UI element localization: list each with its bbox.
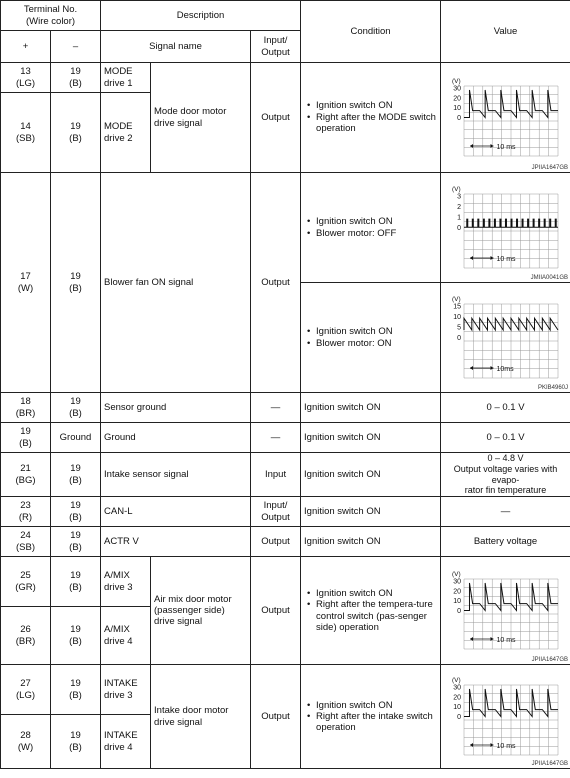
signal-name: A/MIX drive 3 bbox=[101, 557, 151, 607]
condition-item: • Ignition switch ON bbox=[316, 700, 437, 711]
time-scale-arrow bbox=[470, 256, 473, 260]
waveform-cell bbox=[441, 63, 570, 173]
terminal-minus: 19 (B) bbox=[51, 527, 101, 557]
figure-code: PKIB4960J bbox=[538, 384, 569, 391]
condition-cell bbox=[301, 173, 441, 283]
waveform-cell bbox=[441, 557, 570, 665]
terminal-plus: 25 (GR) bbox=[1, 557, 51, 607]
io-value: Output bbox=[251, 527, 301, 557]
header-terminal: Terminal No. (Wire color) bbox=[1, 1, 101, 31]
tick-label: 0 bbox=[457, 114, 462, 122]
tick-label: 10 bbox=[453, 313, 462, 321]
header-description: Description bbox=[101, 1, 301, 31]
condition-item: • Right after the MODE switch operation bbox=[316, 112, 437, 135]
signal-description: Mode door motor drive signal bbox=[151, 63, 251, 173]
time-scale-label: 10ms bbox=[496, 365, 514, 373]
time-scale-label: 10 ms bbox=[496, 143, 516, 151]
waveform-blower-on bbox=[444, 290, 564, 386]
axis-unit-label: (V) bbox=[452, 77, 461, 85]
figure-code: JPIIA1647GB bbox=[531, 164, 569, 171]
condition-item: • Ignition switch ON bbox=[316, 588, 437, 599]
terminal-minus: 19 (B) bbox=[51, 453, 101, 497]
value-text: 0 – 4.8 V Output voltage varies with evapo- rator fin temperature bbox=[441, 453, 570, 497]
terminal-minus: 19 (B) bbox=[51, 93, 101, 173]
tick-label: 1 bbox=[457, 213, 462, 221]
signal-name: INTAKE drive 3 bbox=[101, 665, 151, 715]
condition-item: • Right after the tempera-ture control switch (pas-senger side) operation bbox=[316, 599, 437, 633]
terminal-minus: 19 (B) bbox=[51, 607, 101, 665]
condition-cell bbox=[301, 557, 441, 665]
tick-label: 20 bbox=[453, 588, 462, 596]
io-value: Output bbox=[251, 63, 301, 173]
terminal-plus: 24 (SB) bbox=[1, 527, 51, 557]
header-io: Input/ Output bbox=[251, 31, 301, 63]
io-value: Output bbox=[251, 557, 301, 665]
value-text: — bbox=[441, 497, 570, 527]
tick-label: 10 bbox=[453, 597, 462, 605]
signal-name: ACTR V bbox=[101, 527, 251, 557]
figure-code: JPIIA1647GB bbox=[531, 657, 569, 663]
value-text: Battery voltage bbox=[441, 527, 570, 557]
tick-label: 10 bbox=[453, 703, 462, 711]
signal-name: A/MIX drive 4 bbox=[101, 607, 151, 665]
tick-label: 2 bbox=[457, 203, 462, 211]
condition-item: • Ignition switch ON bbox=[316, 100, 437, 111]
tick-label: 0 bbox=[457, 713, 462, 721]
tick-label: 5 bbox=[457, 323, 462, 331]
tick-label: 10 bbox=[453, 104, 462, 112]
signal-name: Sensor ground bbox=[101, 393, 251, 423]
condition-item: • Ignition switch ON bbox=[316, 326, 437, 337]
tick-label: 20 bbox=[453, 94, 462, 102]
waveform-mode bbox=[444, 72, 564, 164]
condition-item: • Ignition switch ON bbox=[316, 216, 437, 227]
axis-unit-label: (V) bbox=[452, 570, 461, 578]
signal-name: Blower fan ON signal bbox=[101, 173, 251, 393]
signal-trace bbox=[464, 219, 558, 227]
terminal-plus: 27 (LG) bbox=[1, 665, 51, 715]
condition-text: Ignition switch ON bbox=[301, 393, 441, 423]
terminal-plus: 18 (BR) bbox=[1, 393, 51, 423]
value-text: 0 – 0.1 V bbox=[441, 393, 570, 423]
time-scale-label: 10 ms bbox=[496, 636, 516, 644]
terminal-minus: Ground bbox=[51, 423, 101, 453]
header-condition: Condition bbox=[301, 1, 441, 63]
tick-label: 0 bbox=[457, 224, 462, 232]
figure-code: JMIIA0041GB bbox=[530, 274, 569, 281]
signal-trace bbox=[464, 318, 558, 330]
terminal-minus: 19 (B) bbox=[51, 173, 101, 393]
condition-cell bbox=[301, 665, 441, 769]
header-plus: + bbox=[1, 31, 51, 63]
tick-label: 30 bbox=[453, 578, 462, 586]
waveform-intake bbox=[444, 671, 564, 763]
tick-label: 15 bbox=[453, 303, 462, 310]
signal-name: CAN-L bbox=[101, 497, 251, 527]
condition-cell bbox=[301, 63, 441, 173]
waveform-cell bbox=[441, 665, 570, 769]
condition-text: Ignition switch ON bbox=[301, 527, 441, 557]
condition-text: Ignition switch ON bbox=[301, 453, 441, 497]
condition-item: • Blower motor: ON bbox=[316, 338, 437, 349]
header-minus: – bbox=[51, 31, 101, 63]
io-value: Output bbox=[251, 665, 301, 769]
value-text: 0 – 0.1 V bbox=[441, 423, 570, 453]
condition-item: • Blower motor: OFF bbox=[316, 228, 437, 239]
terminal-plus: 26 (BR) bbox=[1, 607, 51, 665]
terminal-plus: 21 (BG) bbox=[1, 453, 51, 497]
time-scale-arrow bbox=[470, 366, 473, 370]
tick-label: 0 bbox=[457, 334, 462, 342]
io-value: Input/ Output bbox=[251, 497, 301, 527]
time-scale-label: 10 ms bbox=[496, 742, 516, 750]
terminal-plus: 13 (LG) bbox=[1, 63, 51, 93]
terminal-minus: 19 (B) bbox=[51, 665, 101, 715]
header-signal-name: Signal name bbox=[101, 31, 251, 63]
condition-text: Ignition switch ON bbox=[301, 423, 441, 453]
io-value: — bbox=[251, 393, 301, 423]
terminal-minus: 19 (B) bbox=[51, 497, 101, 527]
waveform-cell bbox=[441, 173, 570, 283]
figure-code: JPIIA1647GB bbox=[531, 761, 569, 767]
terminal-minus: 19 (B) bbox=[51, 393, 101, 423]
time-scale-label: 10 ms bbox=[496, 255, 516, 263]
terminal-plus: 19 (B) bbox=[1, 423, 51, 453]
terminal-minus: 19 (B) bbox=[51, 63, 101, 93]
signal-name: INTAKE drive 4 bbox=[101, 715, 151, 769]
header-value: Value bbox=[441, 1, 570, 63]
io-value: Output bbox=[251, 173, 301, 393]
waveform-cell bbox=[441, 283, 570, 393]
tick-label: 30 bbox=[453, 684, 462, 692]
axis-unit-label: (V) bbox=[452, 295, 461, 303]
terminal-minus: 19 (B) bbox=[51, 557, 101, 607]
terminal-plus: 23 (R) bbox=[1, 497, 51, 527]
signal-name: MODE drive 2 bbox=[101, 93, 151, 173]
axis-unit-label: (V) bbox=[452, 185, 461, 193]
tick-label: 0 bbox=[457, 607, 462, 615]
signal-description: Air mix door motor (passenger side) drive signal bbox=[151, 557, 251, 665]
terminal-plus: 28 (W) bbox=[1, 715, 51, 769]
tick-label: 3 bbox=[457, 193, 462, 200]
tick-label: 30 bbox=[453, 85, 462, 92]
signal-name: MODE drive 1 bbox=[101, 63, 151, 93]
waveform-blower-off bbox=[444, 180, 564, 276]
axis-unit-label: (V) bbox=[452, 676, 461, 684]
terminal-minus: 19 (B) bbox=[51, 715, 101, 769]
condition-cell bbox=[301, 283, 441, 393]
signal-description: Intake door motor drive signal bbox=[151, 665, 251, 769]
terminal-plus: 14 (SB) bbox=[1, 93, 51, 173]
io-value: Input bbox=[251, 453, 301, 497]
condition-text: Ignition switch ON bbox=[301, 497, 441, 527]
waveform-amix bbox=[444, 565, 564, 657]
tick-label: 20 bbox=[453, 694, 462, 702]
io-value: — bbox=[251, 423, 301, 453]
condition-item: • Right after the intake switch operation bbox=[316, 711, 437, 734]
signal-name: Ground bbox=[101, 423, 251, 453]
terminal-plus: 17 (W) bbox=[1, 173, 51, 393]
signal-name: Intake sensor signal bbox=[101, 453, 251, 497]
